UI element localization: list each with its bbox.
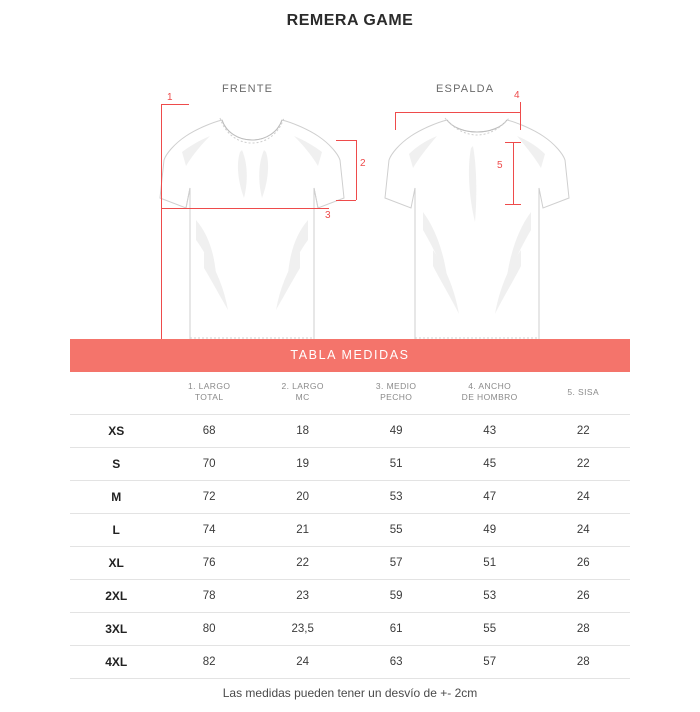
cell-size: S: [70, 447, 162, 480]
cell-size: 3XL: [70, 612, 162, 645]
cell-largo-mc: 20: [256, 480, 350, 513]
cell-medio-pecho: 55: [349, 513, 443, 546]
cell-size: M: [70, 480, 162, 513]
table-row: [70, 447, 630, 480]
cell-sisa: 28: [536, 645, 630, 678]
cell-size: L: [70, 513, 162, 546]
back-view-label: ESPALDA: [436, 83, 495, 95]
page-title: REMERA GAME: [286, 12, 414, 29]
cell-largo-mc: 19: [256, 447, 350, 480]
table-row: [70, 480, 630, 513]
measure-tick-2-bottom: [336, 200, 356, 201]
measure-tick-4-left: [395, 112, 396, 130]
footnote-text: Las medidas pueden tener un desvío de +- 2cm: [222, 686, 478, 700]
cell-largo-total: 78: [162, 579, 256, 612]
cell-medio-pecho: 59: [349, 579, 443, 612]
cell-sisa: 24: [536, 480, 630, 513]
cell-medio-pecho: 49: [349, 414, 443, 447]
measure-callout-4: 4: [514, 90, 520, 101]
table-row: [70, 612, 630, 645]
cell-sisa: 22: [536, 414, 630, 447]
cell-ancho-hombro: 57: [443, 645, 537, 678]
measure-callout-2: 2: [360, 158, 366, 169]
cell-size: 2XL: [70, 579, 162, 612]
cell-ancho-hombro: 43: [443, 414, 537, 447]
cell-largo-mc: 24: [256, 645, 350, 678]
cell-sisa: 26: [536, 546, 630, 579]
cell-largo-mc: 18: [256, 414, 350, 447]
cell-medio-pecho: 63: [349, 645, 443, 678]
cell-size: XS: [70, 414, 162, 447]
cell-largo-mc: 21: [256, 513, 350, 546]
measure-callout-3: 3: [325, 210, 331, 221]
cell-largo-total: 72: [162, 480, 256, 513]
column-header-largo-mc: 2. LARGO MC: [256, 372, 350, 414]
cell-medio-pecho: 61: [349, 612, 443, 645]
cell-sisa: 26: [536, 579, 630, 612]
column-header-medio-pecho: 3. MEDIO PECHO: [349, 372, 443, 414]
cell-largo-total: 68: [162, 414, 256, 447]
measure-tick-5-top: [505, 142, 521, 143]
cell-sisa: 24: [536, 513, 630, 546]
table-body: [70, 372, 630, 678]
measure-tick-2-top: [336, 140, 356, 141]
cell-ancho-hombro: 55: [443, 612, 537, 645]
cell-ancho-hombro: 49: [443, 513, 537, 546]
cell-largo-mc: 23: [256, 579, 350, 612]
cell-largo-total: 82: [162, 645, 256, 678]
cell-medio-pecho: 53: [349, 480, 443, 513]
cell-ancho-hombro: 53: [443, 579, 537, 612]
measure-callout-1: 1: [167, 92, 173, 103]
cell-ancho-hombro: 45: [443, 447, 537, 480]
table-row: [70, 414, 630, 447]
cell-ancho-hombro: 51: [443, 546, 537, 579]
cell-sisa: 28: [536, 612, 630, 645]
cell-size: XL: [70, 546, 162, 579]
cell-ancho-hombro: 47: [443, 480, 537, 513]
table-row: [70, 579, 630, 612]
front-view-label: FRENTE: [222, 83, 274, 95]
table-header-banner: TABLA MEDIDAS: [70, 339, 630, 372]
table-row: [70, 513, 630, 546]
cell-largo-mc: 22: [256, 546, 350, 579]
table-row: [70, 645, 630, 678]
cell-largo-mc: 23,5: [256, 612, 350, 645]
measure-tick-4-right: [520, 102, 521, 130]
measure-line-2-vertical: [356, 140, 357, 200]
cell-medio-pecho: 57: [349, 546, 443, 579]
measure-tick-1-top: [161, 104, 189, 105]
tshirt-back-illustration: [377, 102, 577, 352]
column-header-sisa: 5. SISA: [536, 372, 630, 414]
column-header-ancho-hombro: 4. ANCHO DE HOMBRO: [443, 372, 537, 414]
cell-largo-total: 74: [162, 513, 256, 546]
cell-largo-total: 76: [162, 546, 256, 579]
measurements-grid: [70, 372, 630, 679]
measure-tick-5-bottom: [505, 204, 521, 205]
column-header-largo-total: 1. LARGO TOTAL: [162, 372, 256, 414]
size-diagram: [0, 40, 700, 305]
tshirt-front-illustration: [152, 102, 352, 352]
column-header-size: [70, 372, 162, 414]
cell-largo-total: 80: [162, 612, 256, 645]
measure-line-5-vertical: [513, 142, 514, 204]
cell-medio-pecho: 51: [349, 447, 443, 480]
measure-line-3-horizontal: [161, 208, 329, 209]
measure-callout-5: 5: [497, 160, 503, 171]
cell-size: 4XL: [70, 645, 162, 678]
cell-sisa: 22: [536, 447, 630, 480]
table-row: [70, 546, 630, 579]
measurements-table: [70, 339, 630, 679]
measure-line-4-horizontal: [395, 112, 521, 113]
cell-largo-total: 70: [162, 447, 256, 480]
table-column-headers: [70, 372, 630, 414]
measure-line-1-vertical: [161, 104, 162, 341]
